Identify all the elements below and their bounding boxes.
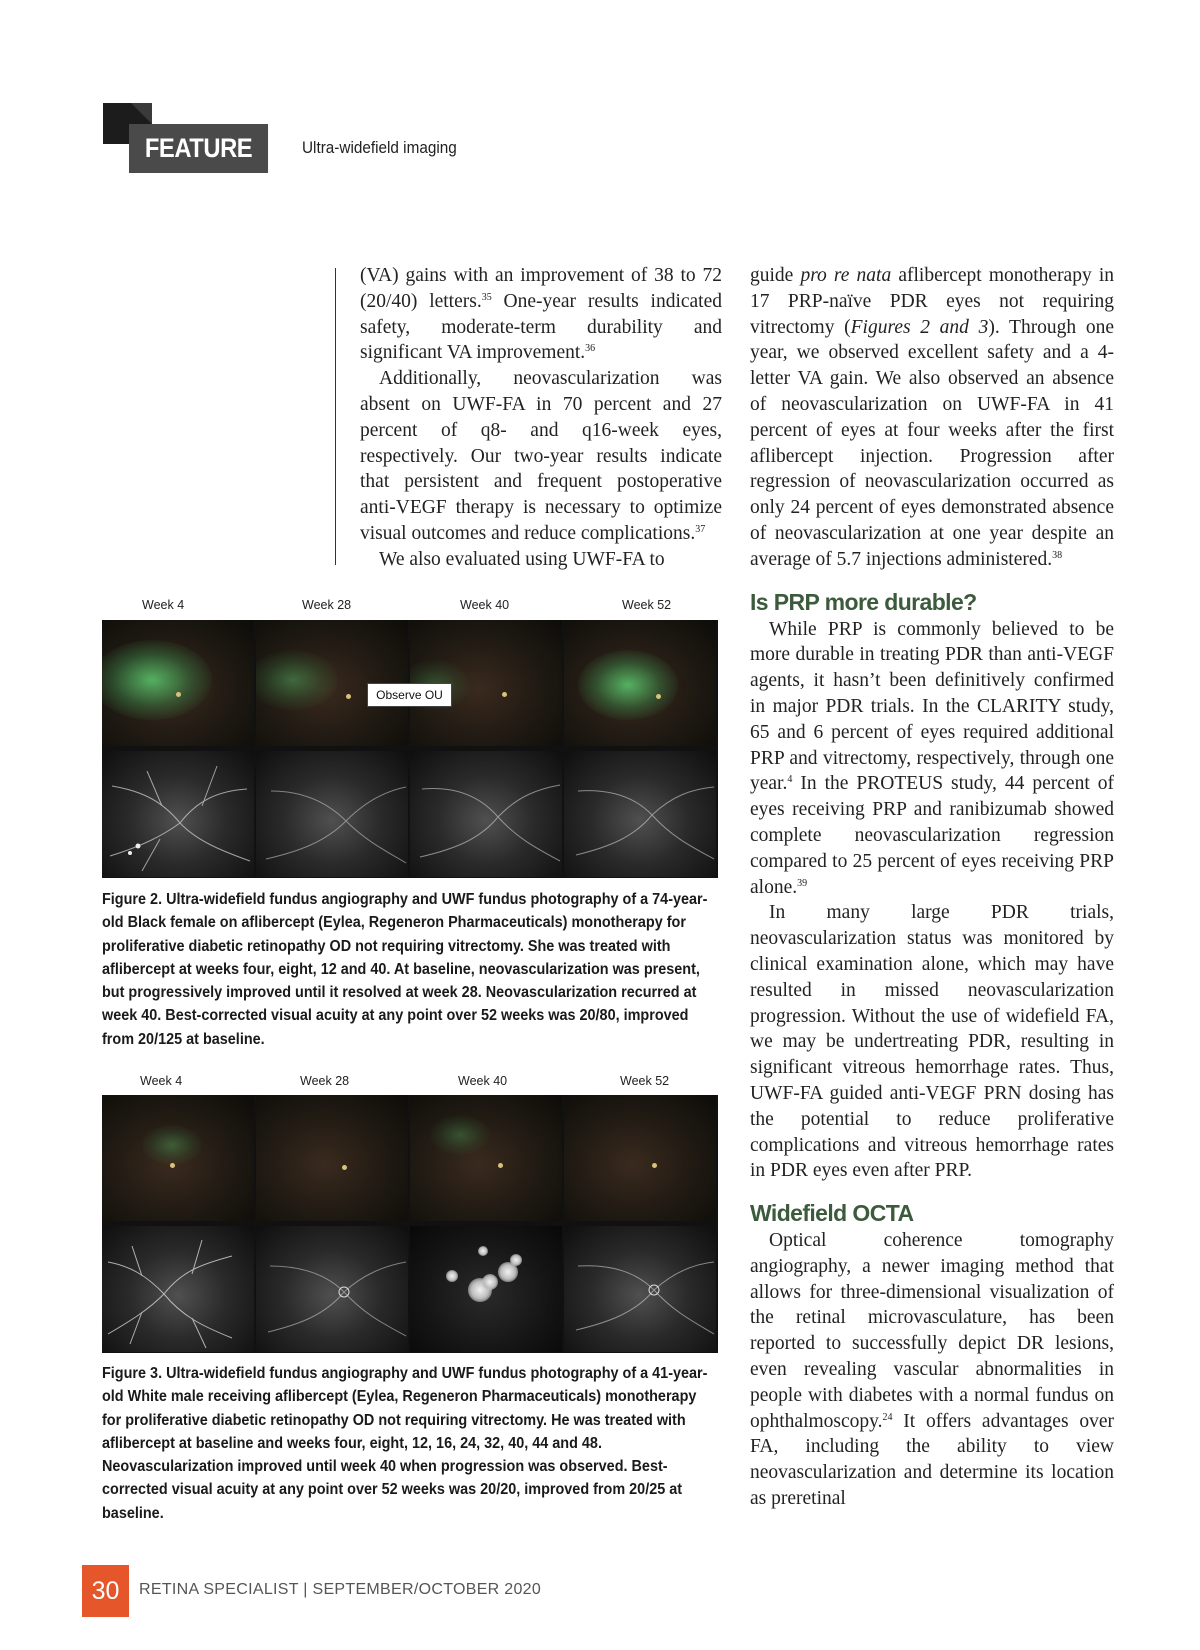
italic-text: pro re nata <box>800 265 892 286</box>
reference: 35 <box>481 291 492 303</box>
angiogram-image <box>102 1226 254 1352</box>
fundus-photo <box>102 620 254 746</box>
figure-3-image-grid <box>102 1095 718 1353</box>
text-run: (VA) gains with an improvement of 38 to 72 (20/40) letters. <box>360 265 722 312</box>
fundus-photo <box>410 1095 562 1221</box>
week-label: Week 40 <box>458 1074 508 1088</box>
reference: 38 <box>1052 549 1063 561</box>
text-run: guide <box>750 265 801 286</box>
angiogram-image <box>564 751 716 877</box>
angiogram-image <box>256 1226 408 1352</box>
figure-3-caption: Figure 3. Ultra-widefield fundus angiography and UWF fundus photography of a 41-year-old White male receiving aflibercept (Eylea, Regeneron Pharmaceuticals) monotherapy for proliferative diabetic retinopathy OD not requiring vitrectomy. He was treated with aflibercept at baseline and weeks four, eight, 12, 16, 24, 32, 40, 44 and 48. Neovascularization improved until week 40 when progression was observed. Best-corrected visual acuity at any point over 52 weeks was 20/20, improved from 20/25 at baseline. <box>102 1365 708 1522</box>
paragraph <box>750 263 1114 573</box>
figure-2-image-grid <box>102 620 718 878</box>
reference: 4 <box>787 774 793 786</box>
text-run: While PRP is commonly believed to be more durable in treating PDR than anti-VEGF agents, it hasn’t been definitively confirmed in major PDR trials. In the CLARITY study, 65 and 6 percent of eyes required additional PRP and vitrectomy, respectively, through one year. <box>750 618 1114 795</box>
reference: 36 <box>585 343 596 355</box>
week-label: Week 52 <box>620 1074 670 1088</box>
text-run: One-year results indicated safety, moderate-term durability and significant VA improvement. <box>360 290 722 364</box>
paragraph: In many large PDR trials, neovascularization status was monitored by clinical examination alone, which may have resulted in missed neovascularization progression. Without the use of widefield FA, we may be undertreating PDR, resulting in significant vitreous hemorrhage rates. Thus, UWF-FA guided anti-VEGF PRN dosing has the potential to reduce proliferative complications and vitreous hemorrhage rates in PDR eyes even after PRP. <box>750 902 1114 1182</box>
angiogram-image <box>564 1226 716 1352</box>
figure-reference: Figures 2 and 3 <box>850 316 989 338</box>
angiogram-image <box>102 751 254 877</box>
section-title: Ultra-widefield imaging <box>302 138 457 157</box>
paragraph <box>750 617 1114 901</box>
text-run: It offers advantages over FA, including the ability to view neovascularization and determine its location as preretinal <box>750 1410 1114 1510</box>
feature-label: FEATURE <box>129 124 268 173</box>
week-label: Week 4 <box>142 598 185 612</box>
fundus-photo <box>256 1095 408 1221</box>
paragraph: We also evaluated using UWF-FA to <box>379 548 665 570</box>
fundus-photo <box>564 1095 716 1221</box>
reference: 37 <box>695 523 706 535</box>
week-label: Week 28 <box>302 598 352 612</box>
fundus-photo <box>564 620 716 746</box>
fundus-photo <box>102 1095 254 1221</box>
left-column <box>360 263 722 573</box>
week-label: Week 52 <box>622 598 672 612</box>
subheading: Widefield OCTA <box>750 1200 914 1227</box>
paragraph <box>750 1228 1114 1512</box>
publication-footer: RETINA SPECIALIST | SEPTEMBER/OCTOBER 2020 <box>139 1581 542 1598</box>
week-label: Week 40 <box>460 598 510 612</box>
reference: 24 <box>882 1411 893 1423</box>
reference: 39 <box>797 877 808 889</box>
text-run: ). Through one year, we observed excellent safety and a 4-letter VA gain. We also observed an absence of neovascularization on UWF-FA in 41 percent of eyes at four weeks after the first aflibercept injection. Progression after regression of neovascularization occurred as only 24 percent of eyes demonstrated absence of neovascularization at one year despite an average of 5.7 injections administered. <box>750 316 1115 570</box>
week-label: Week 28 <box>300 1074 350 1088</box>
paragraph <box>360 366 722 547</box>
angiogram-image <box>410 1226 562 1352</box>
page-number: 30 <box>82 1565 129 1617</box>
column-rule <box>335 268 336 565</box>
week-label: Week 4 <box>140 1074 183 1088</box>
text-run: aflibercept monotherapy in 17 PRP-naïve PDR eyes not requiring vitrectomy ( <box>750 265 1114 338</box>
angiogram-image <box>410 751 562 877</box>
text-run: Additionally, neovascularization was absent on UWF-FA in 70 percent and 27 percent of q8- and q16-week eyes, respectively. Our two-year results indicate that persistent and frequent postoperative anti-VEGF therapy is necessary to optimize visual outcomes and reduce complications. <box>360 368 722 544</box>
observe-ou-label: Observe OU <box>367 683 452 707</box>
right-column <box>750 263 1114 1512</box>
header-accent-triangle <box>131 103 152 124</box>
figure-2-caption: Figure 2. Ultra-widefield fundus angiography and UWF fundus photography of a 74-year-old Black female on aflibercept (Eylea, Regeneron Pharmaceuticals) monotherapy for proliferative diabetic retinopathy OD not requiring vitrectomy. She was treated with aflibercept at weeks four, eight, 12 and 40. At baseline, neovascularization was present, but progressively improved until it resolved at week 28. Neovascularization recurred at week 40. Best-corrected visual acuity at any point over 52 weeks was 20/80, improved from 20/125 at baseline. <box>102 891 708 1048</box>
text-run: In the PROTEUS study, 44 percent of eyes receiving PRP and ranibizumab showed complete neovascularization regression compared to 25 percent of eyes receiving PRP alone. <box>750 773 1114 898</box>
subheading: Is PRP more durable? <box>750 588 977 615</box>
text-run: Optical coherence tomography angiography, a newer imaging method that allows for three-dimensional visualization of the retinal microvasculature, has been reported to successfully depict DR lesions, even revealing vascular abnormalities in people with diabetes with a normal fundus on ophthalmoscopy. <box>750 1230 1114 1432</box>
angiogram-image <box>256 751 408 877</box>
paragraph <box>360 263 722 366</box>
